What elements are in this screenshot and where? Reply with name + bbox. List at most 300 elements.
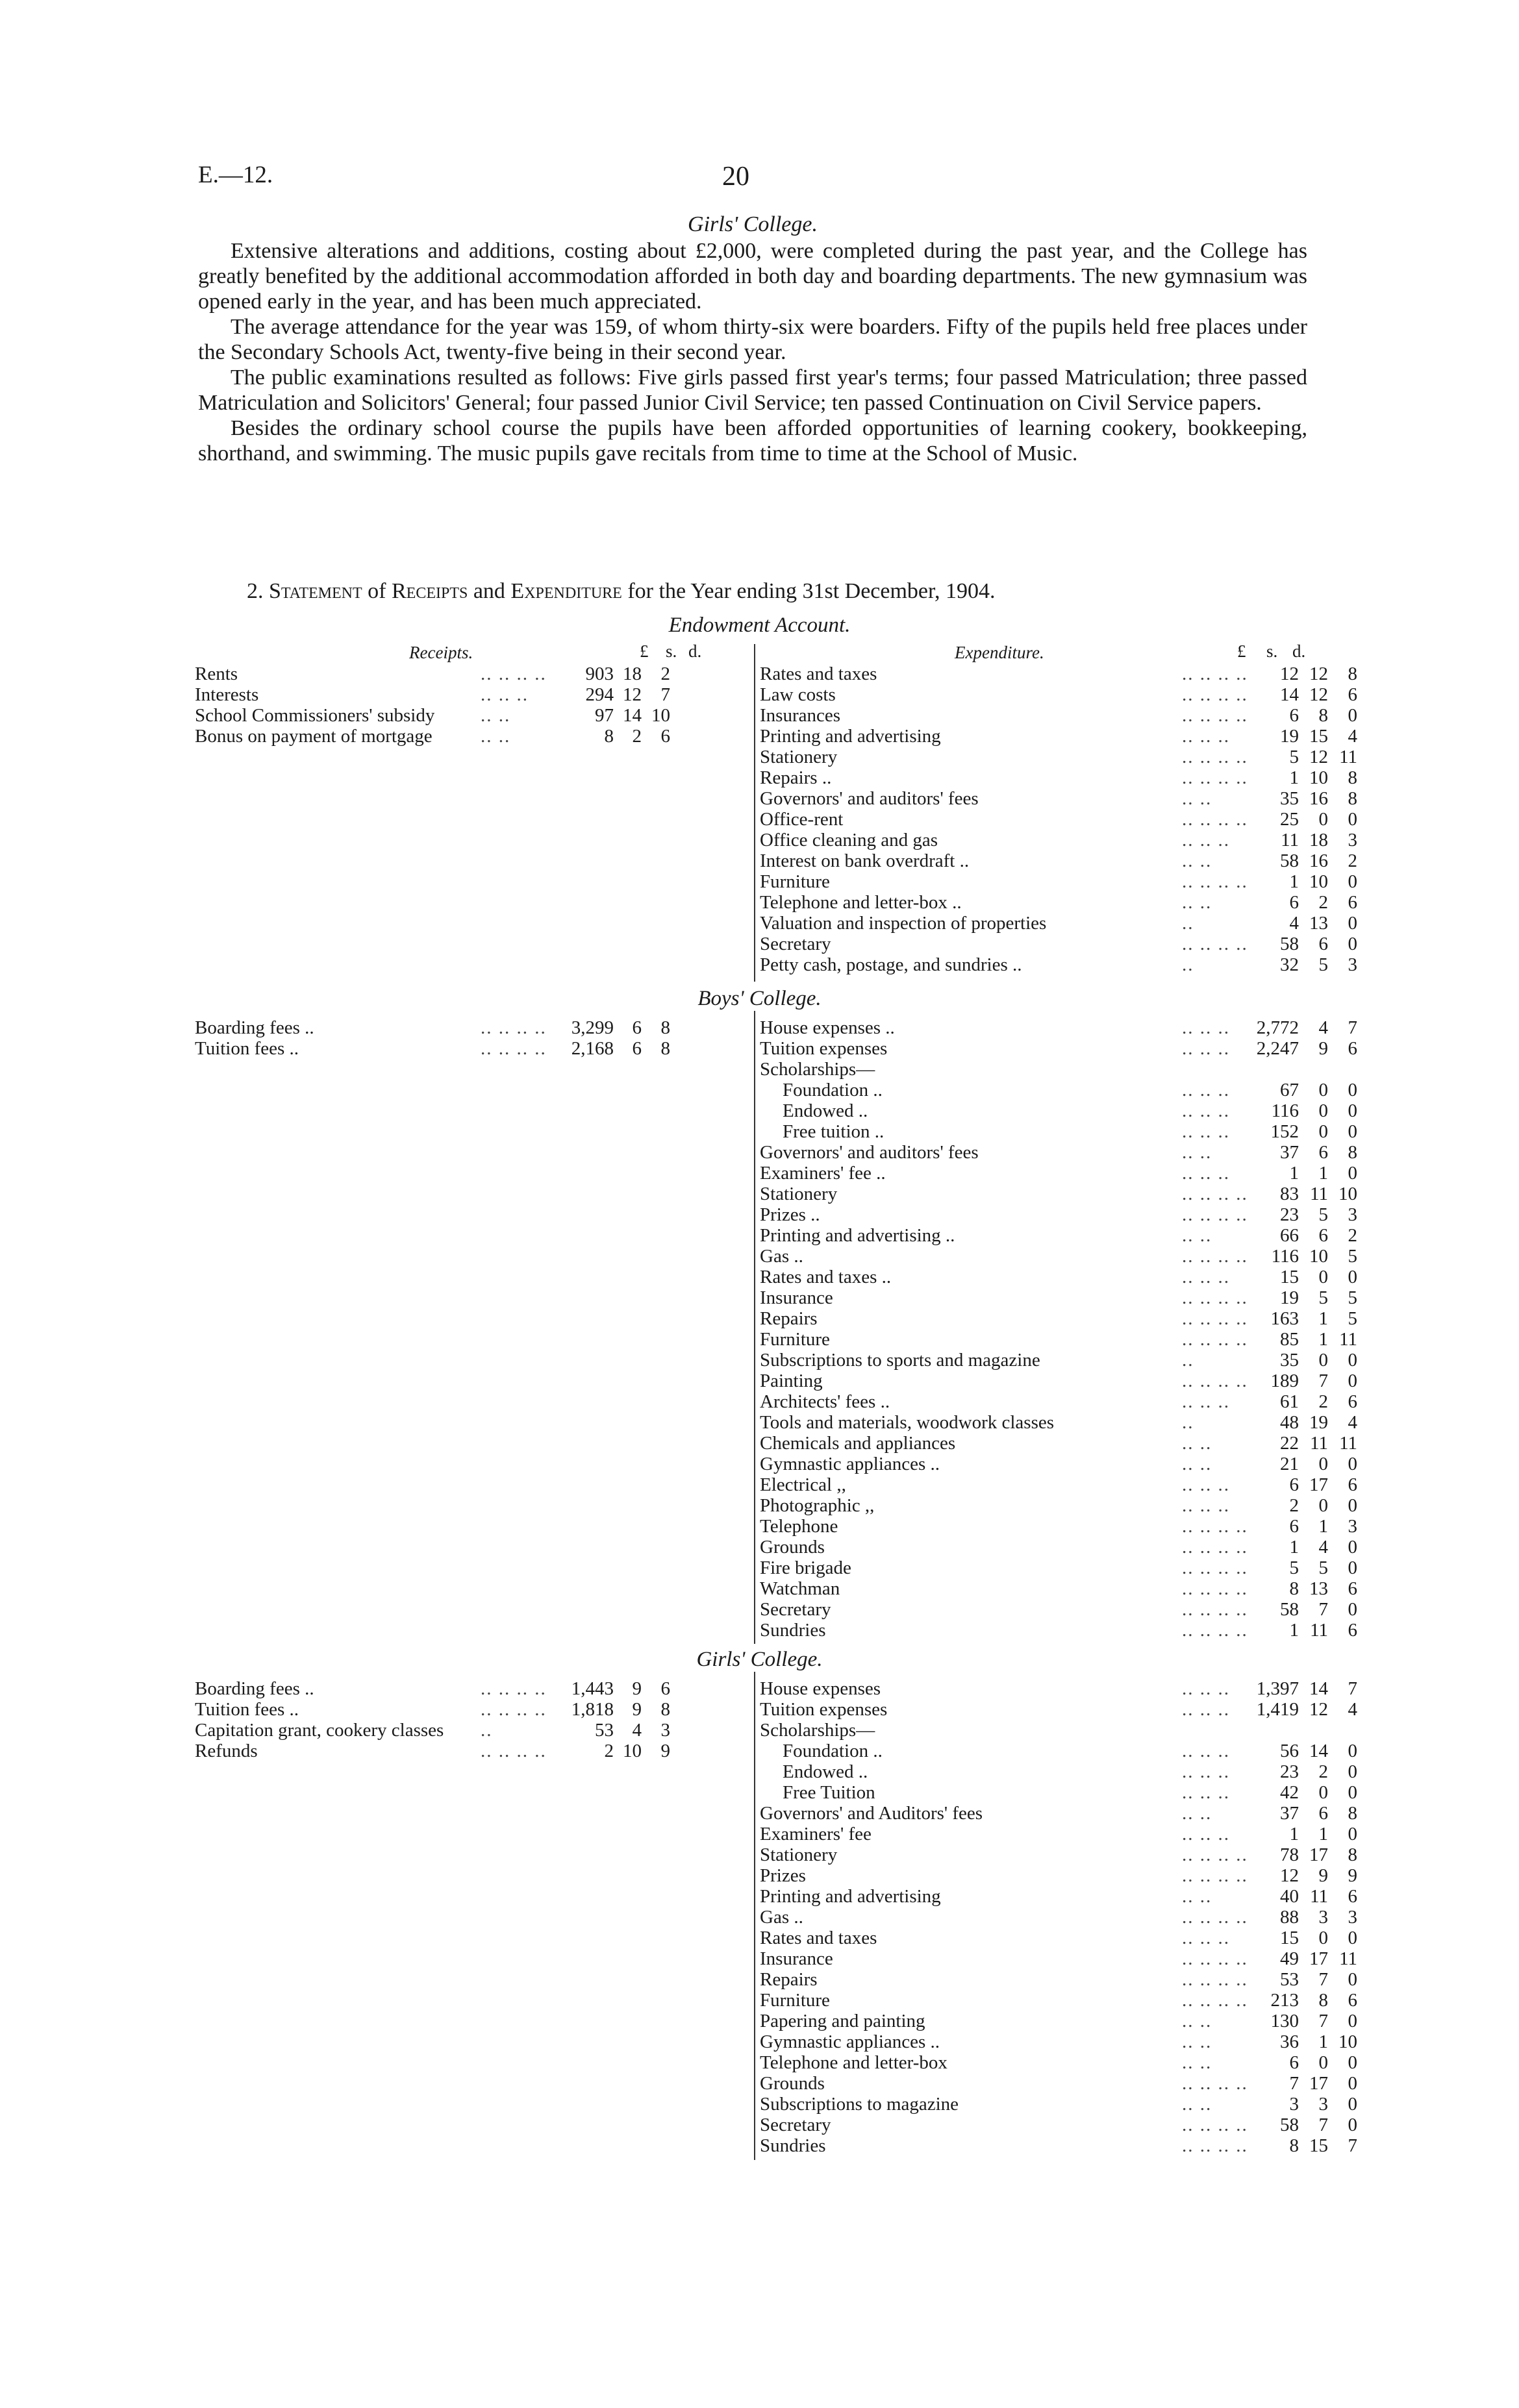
leader-dots: .. .. .. .. [481, 664, 547, 684]
item-label: Examiners' fee .. [760, 1163, 886, 1184]
amount-pounds: 6 [1289, 1516, 1299, 1537]
leader-dots: .. .. [481, 705, 511, 726]
amount-pounds: 7 [1289, 2073, 1299, 2094]
leader-dots: .. .. .. .. [1182, 1969, 1248, 1990]
leader-dots: .. .. [481, 726, 511, 747]
amount-pence: 8 [1348, 767, 1357, 788]
amount-shillings: 0 [1318, 1350, 1328, 1371]
leader-dots: .. .. .. [1182, 1100, 1230, 1121]
amount-pounds: 23 [1280, 1761, 1299, 1782]
amount-pence: 0 [1348, 1969, 1357, 1990]
leader-dots: .. .. .. [1182, 1928, 1230, 1948]
item-label: Photographic ,, [760, 1495, 875, 1516]
leader-dots: .. .. [1182, 788, 1212, 809]
amount-pounds: 53 [595, 1720, 614, 1741]
amount-pence: 0 [1348, 705, 1357, 726]
amount-shillings: 1 [1318, 1329, 1328, 1350]
amount-pounds: 1 [1289, 1163, 1299, 1184]
amount-shillings: 5 [1318, 1558, 1328, 1578]
amount-shillings: 8 [1318, 1990, 1328, 2011]
leader-dots: .. .. .. [1182, 1782, 1230, 1803]
expenditure-shilling-header: s. [1266, 641, 1278, 661]
leader-dots: .. [1182, 913, 1194, 934]
leader-dots: .. .. [1182, 892, 1212, 913]
amount-pounds: 88 [1280, 1907, 1299, 1928]
amount-shillings: 17 [1309, 1948, 1328, 1969]
leader-dots: .. .. .. .. [1182, 767, 1248, 788]
amount-pounds: 35 [1280, 788, 1299, 809]
amount-pence: 0 [1348, 1371, 1357, 1391]
amount-pence: 0 [1348, 1599, 1357, 1620]
leader-dots: .. .. .. [1182, 1017, 1230, 1038]
amount-shillings: 0 [1318, 1928, 1328, 1948]
leader-dots: .. .. .. .. [1182, 1371, 1248, 1391]
item-label: Gas .. [760, 1907, 803, 1928]
paragraph: Extensive alterations and additions, costing about £2,000, were completed during the past year, and the College has greatly benefited by the additional accommodation afforded in both day and boarding departments. The new gymnasium was opened early in the year, and has been much appreciated. [198, 239, 1307, 314]
amount-pounds: 56 [1280, 1741, 1299, 1761]
item-label: Office cleaning and gas [760, 830, 938, 850]
amount-pence: 2 [1348, 1225, 1357, 1246]
leader-dots: .. .. [1182, 1803, 1212, 1824]
amount-pounds: 40 [1280, 1886, 1299, 1907]
receipts-shilling-header: s. [666, 641, 677, 661]
item-label: Telephone [760, 1516, 838, 1537]
amount-shillings: 0 [1318, 809, 1328, 830]
item-label: Office-rent [760, 809, 844, 830]
amount-pence: 6 [660, 726, 670, 747]
item-label: Endowed .. [783, 1100, 868, 1121]
leader-dots: .. .. [1182, 2031, 1212, 2052]
amount-pounds: 1,419 [1256, 1699, 1299, 1720]
amount-shillings: 11 [1310, 1886, 1328, 1907]
amount-shillings: 6 [1318, 934, 1328, 954]
item-label: Sundries [760, 2135, 826, 2156]
girls-college-report [198, 212, 1307, 466]
leader-dots: .. .. .. .. [1182, 934, 1248, 954]
item-label: Petty cash, postage, and sundries .. [760, 954, 1022, 975]
amount-pounds: 58 [1280, 934, 1299, 954]
amount-pounds: 1,397 [1256, 1678, 1299, 1699]
amount-shillings: 6 [1318, 1142, 1328, 1163]
item-label: Telephone and letter-box [760, 2052, 948, 2073]
item-label: Secretary [760, 1599, 831, 1620]
amount-pounds: 11 [1281, 830, 1299, 850]
leader-dots: .. .. .. .. [1182, 1865, 1248, 1886]
amount-pounds: 58 [1280, 1599, 1299, 1620]
amount-pounds: 6 [1289, 705, 1299, 726]
amount-shillings: 2 [1318, 1391, 1328, 1412]
amount-shillings: 1 [1318, 1163, 1328, 1184]
amount-shillings: 0 [1318, 1080, 1328, 1100]
statement-rest: for the Year ending 31st December, 1904. [627, 579, 996, 603]
leader-dots: .. .. .. .. [1182, 1184, 1248, 1204]
amount-pounds: 22 [1280, 1433, 1299, 1454]
leader-dots: .. .. .. .. [1182, 1948, 1248, 1969]
item-label: Gas .. [760, 1246, 803, 1267]
item-label: Furniture [760, 871, 830, 892]
amount-shillings: 16 [1309, 788, 1328, 809]
amount-pounds: 32 [1280, 954, 1299, 975]
amount-pence: 0 [1348, 1824, 1357, 1844]
item-label: Prizes .. [760, 1204, 820, 1225]
leader-dots: .. .. .. .. [481, 1741, 547, 1761]
leader-dots: .. .. [1182, 1433, 1212, 1454]
amount-pounds: 37 [1280, 1803, 1299, 1824]
amount-shillings: 18 [1309, 830, 1328, 850]
amount-pounds: 2,247 [1256, 1038, 1299, 1059]
amount-pence: 0 [1348, 1928, 1357, 1948]
amount-pence: 11 [1339, 1433, 1357, 1454]
amount-pounds: 78 [1280, 1844, 1299, 1865]
amount-shillings: 9 [632, 1678, 642, 1699]
amount-pounds: 35 [1280, 1350, 1299, 1371]
item-label: Scholarships— [760, 1720, 875, 1741]
item-label: Rents [195, 664, 238, 684]
amount-pounds: 1 [1289, 1824, 1299, 1844]
leader-dots: .. .. .. [1182, 1824, 1230, 1844]
amount-shillings: 0 [1318, 1495, 1328, 1516]
amount-shillings: 6 [1318, 1225, 1328, 1246]
paragraph: The average attendance for the year was 159, of whom thirty-six were boarders. Fifty of the pupils held free places under the Secondary Schools Act, twenty-five being in their second year. [198, 315, 1307, 364]
item-label: Governors' and auditors' fees [760, 1142, 979, 1163]
amount-pounds: 97 [595, 705, 614, 726]
leader-dots: .. .. .. [1182, 1121, 1230, 1142]
item-label: Repairs [760, 1308, 818, 1329]
leader-dots: .. .. .. [1182, 1495, 1230, 1516]
amount-shillings: 11 [1310, 1433, 1328, 1454]
amount-pence: 10 [1338, 2031, 1357, 2052]
leader-dots: .. .. [1182, 850, 1212, 871]
amount-pence: 0 [1348, 1495, 1357, 1516]
amount-pence: 0 [1348, 871, 1357, 892]
amount-shillings: 0 [1318, 2052, 1328, 2073]
item-label: Gymnastic appliances .. [760, 2031, 940, 2052]
amount-shillings: 9 [1318, 1865, 1328, 1886]
leader-dots: .. .. .. .. [1182, 1578, 1248, 1599]
amount-shillings: 2 [1318, 1761, 1328, 1782]
amount-pounds: 152 [1270, 1121, 1299, 1142]
leader-dots: .. .. [1182, 1142, 1212, 1163]
item-label: Insurance [760, 1948, 833, 1969]
amount-pence: 6 [1348, 1578, 1357, 1599]
amount-shillings: 3 [1318, 2094, 1328, 2115]
leader-dots: .. .. .. .. [1182, 747, 1248, 767]
item-label: Stationery [760, 1184, 838, 1204]
amount-pence: 10 [651, 705, 670, 726]
amount-pounds: 1 [1289, 767, 1299, 788]
item-label: Secretary [760, 934, 831, 954]
item-label: Tuition expenses [760, 1038, 888, 1059]
amount-pence: 0 [1348, 934, 1357, 954]
item-label: Interest on bank overdraft .. [760, 850, 970, 871]
account-title-girls-college: Girls' College. [696, 1648, 823, 1671]
paragraph: Besides the ordinary school course the pupils have been afforded opportunities of learning cookery, bookkeeping, shorthand, and swimming. The music pupils gave recitals from time to time at the School of Music. [198, 416, 1307, 465]
amount-pence: 0 [1348, 1080, 1357, 1100]
amount-pounds: 213 [1270, 1990, 1299, 2011]
item-label: Architects' fees .. [760, 1391, 890, 1412]
amount-shillings: 12 [1309, 747, 1328, 767]
amount-shillings: 5 [1318, 1204, 1328, 1225]
item-label: Grounds [760, 1537, 825, 1558]
leader-dots: .. .. .. [1182, 1761, 1230, 1782]
amount-pence: 6 [1348, 684, 1357, 705]
amount-shillings: 1 [1318, 1308, 1328, 1329]
item-label: Capitation grant, cookery classes [195, 1720, 444, 1741]
amount-shillings: 6 [632, 1017, 642, 1038]
leader-dots: .. .. .. .. [1182, 1844, 1248, 1865]
item-label: Rates and taxes [760, 1928, 877, 1948]
amount-pence: 0 [1348, 1100, 1357, 1121]
amount-pounds: 58 [1280, 850, 1299, 871]
column-rule [754, 644, 755, 982]
item-label: Tools and materials, woodwork classes [760, 1412, 1055, 1433]
amount-shillings: 19 [1309, 1412, 1328, 1433]
amount-pence: 3 [1348, 830, 1357, 850]
amount-shillings: 17 [1309, 1474, 1328, 1495]
amount-pounds: 189 [1270, 1371, 1299, 1391]
page-header [0, 161, 1519, 193]
amount-pence: 0 [1348, 1454, 1357, 1474]
leader-dots: .. .. .. [1182, 1741, 1230, 1761]
amount-shillings: 11 [1310, 1184, 1328, 1204]
item-label: Interests [195, 684, 259, 705]
amount-pence: 6 [1348, 1474, 1357, 1495]
leader-dots: .. .. .. [1182, 830, 1230, 850]
amount-pence: 7 [1348, 2135, 1357, 2156]
statement-word: of [368, 579, 386, 603]
amount-pounds: 23 [1280, 1204, 1299, 1225]
item-label: Insurance [760, 1287, 833, 1308]
amount-pence: 6 [1348, 1990, 1357, 2011]
amount-shillings: 14 [1309, 1741, 1328, 1761]
amount-shillings: 12 [1309, 1699, 1328, 1720]
leader-dots: .. [481, 1720, 493, 1741]
amount-pence: 6 [1348, 1886, 1357, 1907]
item-label: Telephone and letter-box .. [760, 892, 962, 913]
leader-dots: .. .. .. [1182, 1678, 1230, 1699]
amount-pence: 8 [660, 1017, 670, 1038]
amount-pence: 0 [1348, 2094, 1357, 2115]
amount-shillings: 4 [1318, 1537, 1328, 1558]
amount-shillings: 10 [623, 1741, 642, 1761]
item-label: Repairs .. [760, 767, 832, 788]
amount-shillings: 1 [1318, 2031, 1328, 2052]
amount-pounds: 12 [1280, 664, 1299, 684]
amount-pence: 5 [1348, 1308, 1357, 1329]
item-label: Tuition expenses [760, 1699, 888, 1720]
amount-shillings: 12 [623, 684, 642, 705]
amount-pounds: 1 [1289, 1620, 1299, 1641]
amount-pence: 11 [1339, 1329, 1357, 1350]
amount-shillings: 10 [1309, 871, 1328, 892]
amount-pence: 5 [1348, 1246, 1357, 1267]
item-label: Furniture [760, 1990, 830, 2011]
leader-dots: .. .. .. [1182, 1163, 1230, 1184]
amount-pence: 3 [1348, 1516, 1357, 1537]
amount-pounds: 15 [1280, 1267, 1299, 1287]
amount-pence: 4 [1348, 726, 1357, 747]
leader-dots: .. .. .. .. [1182, 1537, 1248, 1558]
leader-dots: .. .. .. .. [1182, 1329, 1248, 1350]
leader-dots: .. .. .. .. [1182, 1246, 1248, 1267]
amount-shillings: 15 [1309, 726, 1328, 747]
statement-word: Receipts [391, 579, 468, 603]
leader-dots: .. .. .. .. [1182, 1599, 1248, 1620]
page-number: 20 [722, 162, 749, 192]
leader-dots: .. .. .. .. [1182, 1308, 1248, 1329]
amount-shillings: 2 [1318, 892, 1328, 913]
item-label: Governors' and Auditors' fees [760, 1803, 983, 1824]
item-label: Valuation and inspection of properties [760, 913, 1047, 934]
receipts-pence-header: d. [688, 641, 702, 661]
item-label: Insurances [760, 705, 841, 726]
amount-pounds: 53 [1280, 1969, 1299, 1990]
amount-shillings: 7 [1318, 1969, 1328, 1990]
item-label: Printing and advertising [760, 1886, 941, 1907]
amount-pounds: 6 [1289, 1474, 1299, 1495]
account-title-endowment: Endowment Account. [668, 614, 851, 637]
amount-shillings: 9 [632, 1699, 642, 1720]
amount-shillings: 2 [632, 726, 642, 747]
leader-dots: .. .. .. .. [1182, 664, 1248, 684]
item-label: Secretary [760, 2115, 831, 2135]
statement-word: and [473, 579, 505, 603]
amount-pounds: 130 [1270, 2011, 1299, 2031]
item-label: Free tuition .. [783, 1121, 885, 1142]
amount-shillings: 5 [1318, 954, 1328, 975]
amount-pence: 7 [1348, 1017, 1357, 1038]
amount-shillings: 8 [1318, 705, 1328, 726]
leader-dots: .. .. .. .. [1182, 1620, 1248, 1641]
leader-dots: .. .. .. .. [1182, 1558, 1248, 1578]
amount-pounds: 1 [1289, 871, 1299, 892]
leader-dots: .. .. .. .. [1182, 1287, 1248, 1308]
item-label: Boarding fees .. [195, 1678, 314, 1699]
amount-pence: 9 [1348, 1865, 1357, 1886]
leader-dots: .. .. .. [1182, 1699, 1230, 1720]
statement-number: 2. [247, 579, 264, 603]
amount-shillings: 7 [1318, 2115, 1328, 2135]
section-title: Girls' College. [688, 212, 818, 236]
amount-pence: 6 [660, 1678, 670, 1699]
column-rule [754, 1011, 755, 1644]
amount-pence: 3 [1348, 1204, 1357, 1225]
amount-pounds: 1 [1289, 1537, 1299, 1558]
leader-dots: .. .. .. .. [1182, 2135, 1248, 2156]
item-label: Prizes [760, 1865, 806, 1886]
amount-shillings: 13 [1309, 913, 1328, 934]
item-label: Repairs [760, 1969, 818, 1990]
amount-pence: 3 [660, 1720, 670, 1741]
item-label: Furniture [760, 1329, 830, 1350]
item-label: Subscriptions to magazine [760, 2094, 959, 2115]
item-label: Printing and advertising .. [760, 1225, 955, 1246]
item-label: Foundation .. [783, 1741, 883, 1761]
item-label: Rates and taxes [760, 664, 877, 684]
amount-shillings: 17 [1309, 1844, 1328, 1865]
amount-pounds: 2 [604, 1741, 614, 1761]
amount-pounds: 1,818 [571, 1699, 614, 1720]
amount-pounds: 21 [1280, 1454, 1299, 1474]
amount-pence: 8 [1348, 1844, 1357, 1865]
amount-pounds: 58 [1280, 2115, 1299, 2135]
item-label: Fire brigade [760, 1558, 851, 1578]
amount-pence: 0 [1348, 913, 1357, 934]
leader-dots: .. .. .. [1182, 1080, 1230, 1100]
amount-pence: 0 [1348, 1350, 1357, 1371]
leader-dots: .. .. .. .. [1182, 809, 1248, 830]
item-label: Sundries [760, 1620, 826, 1641]
item-label: Bonus on payment of mortgage [195, 726, 433, 747]
amount-shillings: 18 [623, 664, 642, 684]
amount-shillings: 16 [1309, 850, 1328, 871]
paragraph: The public examinations resulted as follows: Five girls passed first year's terms; four passed Matriculation; three passed Matriculation and Solicitors' General; four passed Junior Civil Service; ten passed Continuation on Civil Service papers. [198, 366, 1307, 415]
amount-pounds: 42 [1280, 1782, 1299, 1803]
leader-dots: .. .. [1182, 1886, 1212, 1907]
leader-dots: .. .. .. [1182, 1038, 1230, 1059]
item-label: Boarding fees .. [195, 1017, 314, 1038]
amount-pence: 0 [1348, 1741, 1357, 1761]
amount-shillings: 7 [1318, 1599, 1328, 1620]
item-label: Chemicals and appliances [760, 1433, 956, 1454]
amount-shillings: 14 [1309, 1678, 1328, 1699]
amount-pence: 8 [1348, 664, 1357, 684]
amount-shillings: 13 [1309, 1578, 1328, 1599]
amount-pence: 9 [660, 1741, 670, 1761]
amount-pounds: 3 [1289, 2094, 1299, 2115]
item-label: Grounds [760, 2073, 825, 2094]
amount-pounds: 163 [1270, 1308, 1299, 1329]
amount-pounds: 116 [1271, 1246, 1299, 1267]
amount-pounds: 48 [1280, 1412, 1299, 1433]
amount-pence: 10 [1338, 1184, 1357, 1204]
amount-pence: 6 [1348, 1038, 1357, 1059]
amount-pounds: 49 [1280, 1948, 1299, 1969]
leader-dots: .. .. .. .. [1182, 1990, 1248, 2011]
amount-shillings: 17 [1309, 2073, 1328, 2094]
leader-dots: .. .. [1182, 1454, 1212, 1474]
item-label: Examiners' fee [760, 1824, 872, 1844]
leader-dots: .. .. .. .. [481, 1017, 547, 1038]
column-rule [754, 1672, 755, 2160]
document-reference: E.—12. [198, 162, 273, 188]
item-label: Subscriptions to sports and magazine [760, 1350, 1040, 1371]
leader-dots: .. .. .. .. [1182, 1907, 1248, 1928]
item-label: Printing and advertising [760, 726, 941, 747]
item-label: Stationery [760, 747, 838, 767]
item-label: Tuition fees .. [195, 1038, 299, 1059]
amount-pounds: 4 [1289, 913, 1299, 934]
amount-pounds: 5 [1289, 747, 1299, 767]
amount-pence: 3 [1348, 954, 1357, 975]
amount-shillings: 4 [1318, 1017, 1328, 1038]
leader-dots: .. .. .. [1182, 726, 1230, 747]
amount-shillings: 0 [1318, 1454, 1328, 1474]
item-label: Endowed .. [783, 1761, 868, 1782]
expenditure-column-header: Expenditure. [955, 643, 1044, 662]
amount-pence: 0 [1348, 1267, 1357, 1287]
amount-pounds: 15 [1280, 1928, 1299, 1948]
amount-pounds: 66 [1280, 1225, 1299, 1246]
amount-pence: 0 [1348, 2011, 1357, 2031]
amount-shillings: 3 [1318, 1907, 1328, 1928]
amount-pounds: 5 [1289, 1558, 1299, 1578]
amount-pence: 8 [660, 1038, 670, 1059]
amount-shillings: 0 [1318, 1267, 1328, 1287]
amount-pence: 8 [660, 1699, 670, 1720]
item-label: Governors' and auditors' fees [760, 788, 979, 809]
amount-shillings: 6 [632, 1038, 642, 1059]
